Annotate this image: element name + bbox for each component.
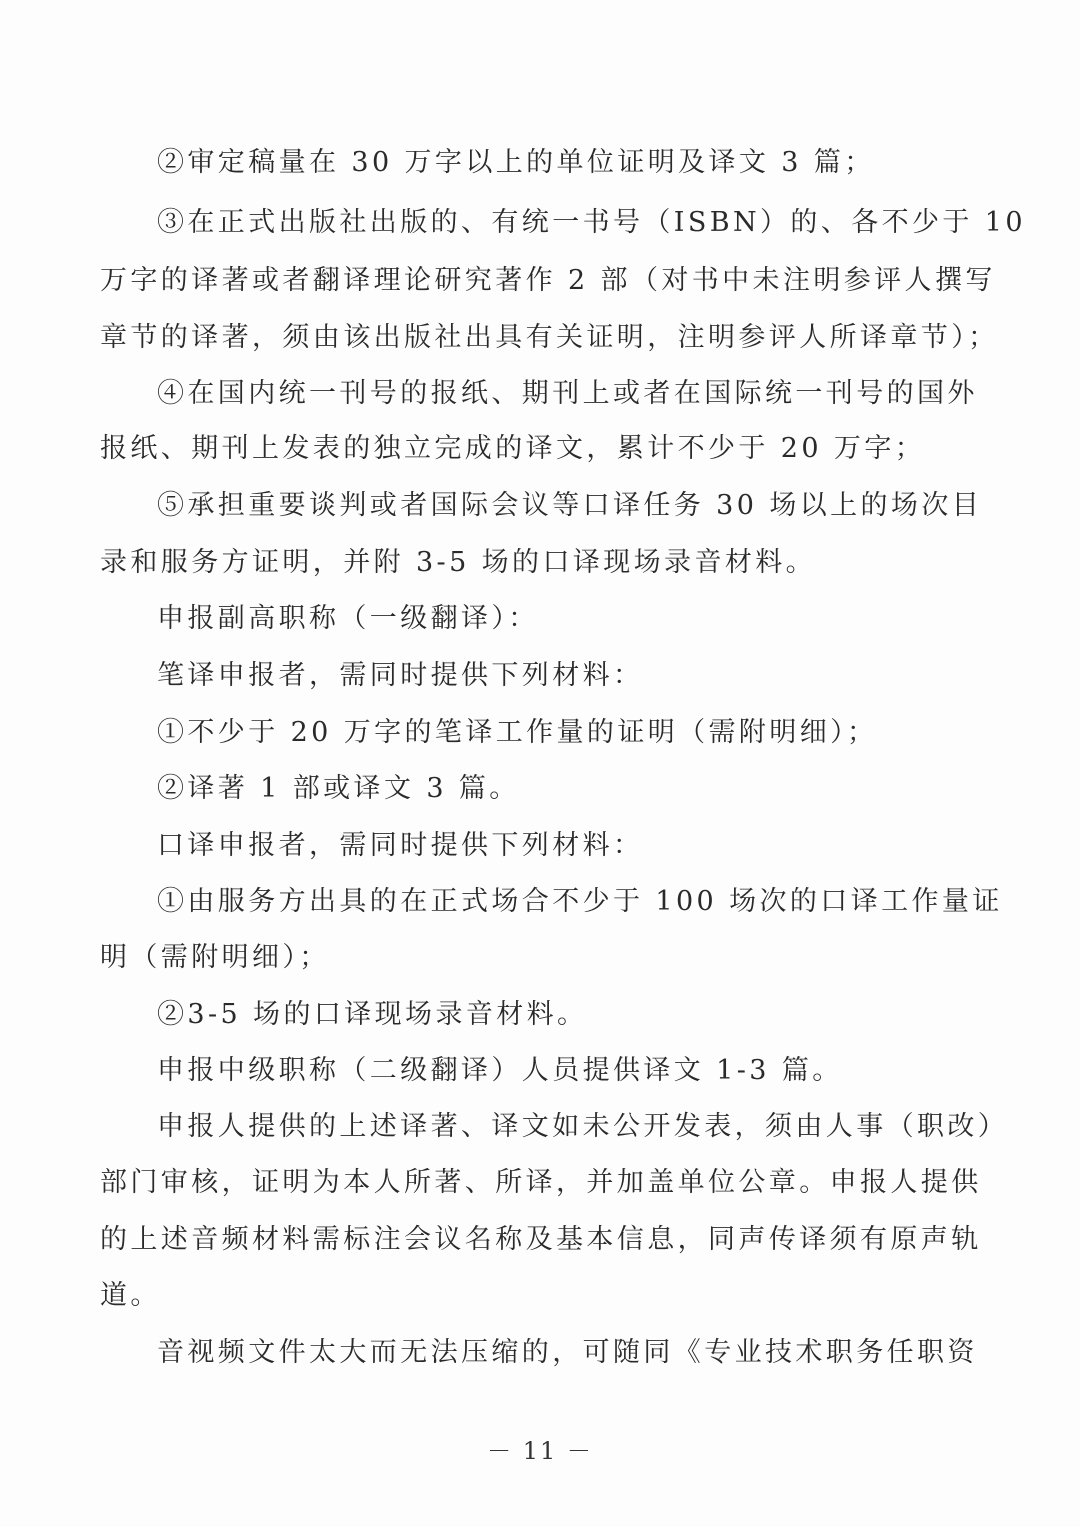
text-line: 申报中级职称（二级翻译）人员提供译文 1-3 篇。 xyxy=(157,1055,843,1086)
text-line: 音视频文件太大而无法压缩的，可随同《专业技术职务任职资 xyxy=(157,1337,978,1368)
text-line: 章节的译著，须由该出版社出具有关证明，注明参评人所译章节）； xyxy=(100,322,999,353)
text-line: 的上述音频材料需标注会议名称及基本信息，同声传译须有原声轨 xyxy=(100,1224,982,1255)
page-number: － 11 － xyxy=(487,1437,593,1465)
text-line: ②译著 1 部或译文 3 篇。 xyxy=(157,773,520,804)
text-line: ②审定稿量在 30 万字以上的单位证明及译文 3 篇； xyxy=(157,147,875,178)
text-line: 申报人提供的上述译著、译文如未公开发表，须由人事（职改） xyxy=(157,1111,1009,1142)
text-line: ⑤承担重要谈判或者国际会议等口译任务 30 场以上的场次目 xyxy=(157,490,983,521)
text-line: ①不少于 20 万字的笔译工作量的证明（需附明细）； xyxy=(157,717,878,748)
text-line: 道。 xyxy=(100,1280,161,1311)
text-line: 笔译申报者，需同时提供下列材料： xyxy=(157,660,644,691)
text-line: ③在正式出版社出版的、有统一书号（ISBN）的、各不少于 10 xyxy=(157,207,1026,238)
text-line: 口译申报者，需同时提供下列材料： xyxy=(157,830,644,861)
text-line: ④在国内统一刊号的报纸、期刊上或者在国际统一刊号的国外 xyxy=(157,378,978,409)
section-heading: 申报副高职称（一级翻译）： xyxy=(157,603,539,634)
text-line: 报纸、期刊上发表的独立完成的译文，累计不少于 20 万字； xyxy=(100,433,926,464)
text-line: 明（需附明细）； xyxy=(100,942,330,973)
text-line: ①由服务方出具的在正式场合不少于 100 场次的口译工作量证 xyxy=(157,886,1003,917)
text-line: 部门审核，证明为本人所著、所译，并加盖单位公章。申报人提供 xyxy=(100,1167,982,1198)
text-line: 录和服务方证明，并附 3-5 场的口译现场录音材料。 xyxy=(100,547,817,578)
text-line: ②3-5 场的口译现场录音材料。 xyxy=(157,999,588,1030)
text-line: 万字的译著或者翻译理论研究著作 2 部（对书中未注明参评人撰写 xyxy=(100,265,996,296)
